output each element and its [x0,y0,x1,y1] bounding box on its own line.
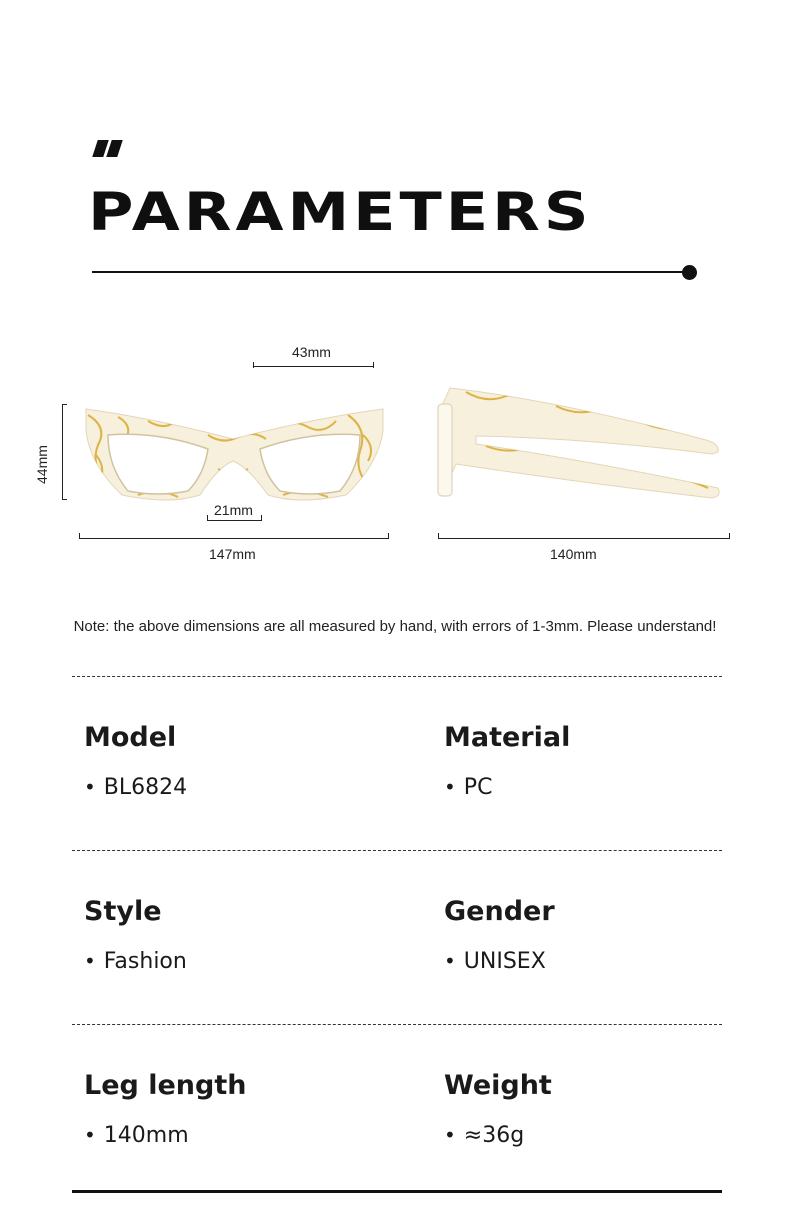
temple-length-label: 140mm [550,546,597,562]
lens-width-tick-left [253,362,254,368]
spec-value-leg-length: • 140mm [84,1123,189,1148]
quote-mark-icon [92,140,122,158]
spec-label-model: Model [84,722,177,753]
frame-width-tick-right [388,533,389,539]
lens-width-line [253,366,374,367]
lens-height-line [62,404,63,500]
spec-label-weight: Weight [444,1070,552,1101]
lens-height-tick-top [62,404,67,405]
spec-label-gender: Gender [444,896,555,927]
temple-length-line [438,538,730,539]
bridge-tick-left [207,515,208,521]
bridge-line [207,520,262,521]
measurement-note: Note: the above dimensions are all measured by hand, with errors of 1-3mm. Please understand! [73,618,717,635]
frame-width-line [79,538,389,539]
title-underline-dot [682,265,697,280]
divider [72,850,722,851]
spec-label-material: Material [444,722,571,753]
frame-width-tick-left [79,533,80,539]
glasses-side-view [436,380,726,500]
bottom-rule [72,1190,722,1193]
glasses-front-view [78,395,390,510]
spec-label-leg-length: Leg length [84,1070,247,1101]
spec-value-style: • Fashion [84,949,187,974]
page-title: PARAMETERS [88,180,593,243]
lens-width-tick-right [373,362,374,368]
lens-height-label: 44mm [34,445,50,484]
spec-value-gender: • UNISEX [444,949,546,974]
bridge-tick-right [261,515,262,521]
temple-length-tick-left [438,533,439,539]
divider [72,1024,722,1025]
temple-length-tick-right [729,533,730,539]
spec-label-style: Style [84,896,162,927]
spec-value-weight: • ≈36g [444,1123,525,1148]
frame-width-label: 147mm [209,546,256,562]
title-underline [92,271,688,273]
lens-height-tick-bottom [62,499,67,500]
spec-value-model: • BL6824 [84,775,188,800]
divider [72,676,722,677]
spec-value-material: • PC [444,775,493,800]
bridge-label: 21mm [214,502,253,518]
lens-width-label: 43mm [292,344,331,360]
